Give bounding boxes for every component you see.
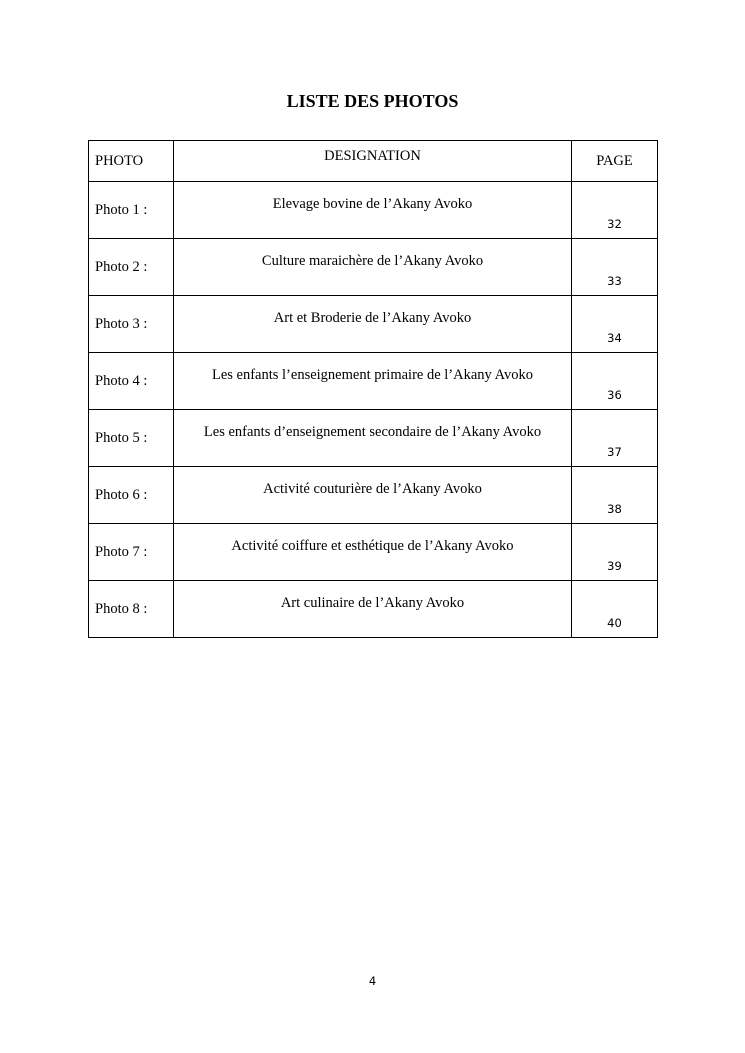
photo-designation: Les enfants l’enseignement primaire de l’Akany Avoko: [174, 353, 572, 410]
table-row: [89, 182, 658, 239]
photo-designation: Art culinaire de l’Akany Avoko: [174, 581, 572, 638]
photo-label: Photo 3 :: [89, 296, 174, 353]
photo-page: 40: [572, 581, 658, 638]
page-number: 4: [368, 974, 377, 988]
photo-page: 36: [572, 353, 658, 410]
photo-designation: Art et Broderie de l’Akany Avoko: [174, 296, 572, 353]
photo-label: Photo 8 :: [89, 581, 174, 638]
photo-label: Photo 2 :: [89, 239, 174, 296]
photo-designation: Les enfants d’enseignement secondaire de l’Akany Avoko: [174, 410, 572, 467]
photo-label: Photo 5 :: [89, 410, 174, 467]
photo-designation: Activité coiffure et esthétique de l’Akany Avoko: [174, 524, 572, 581]
photo-list-table: [88, 140, 658, 638]
photo-label: Photo 4 :: [89, 353, 174, 410]
column-header-photo: PHOTO: [89, 141, 174, 182]
column-header-designation: DESIGNATION: [174, 141, 572, 182]
column-header-page: PAGE: [572, 141, 658, 182]
photo-page: 37: [572, 410, 658, 467]
photo-page: 38: [572, 467, 658, 524]
photo-label: Photo 7 :: [89, 524, 174, 581]
table-row: [89, 239, 658, 296]
photo-page: 33: [572, 239, 658, 296]
photo-label: Photo 6 :: [89, 467, 174, 524]
table-header-row: [89, 141, 658, 182]
photo-designation: Elevage bovine de l’Akany Avoko: [174, 182, 572, 239]
table-row: [89, 353, 658, 410]
table-row: [89, 296, 658, 353]
table-row: [89, 524, 658, 581]
photo-designation: Activité couturière de l’Akany Avoko: [174, 467, 572, 524]
table-row: [89, 581, 658, 638]
photo-page: 32: [572, 182, 658, 239]
table-row: [89, 467, 658, 524]
table-row: [89, 410, 658, 467]
page-title: LISTE DES PHOTOS: [286, 91, 459, 111]
photo-designation: Culture maraichère de l’Akany Avoko: [174, 239, 572, 296]
photo-label: Photo 1 :: [89, 182, 174, 239]
photo-page: 34: [572, 296, 658, 353]
photo-page: 39: [572, 524, 658, 581]
